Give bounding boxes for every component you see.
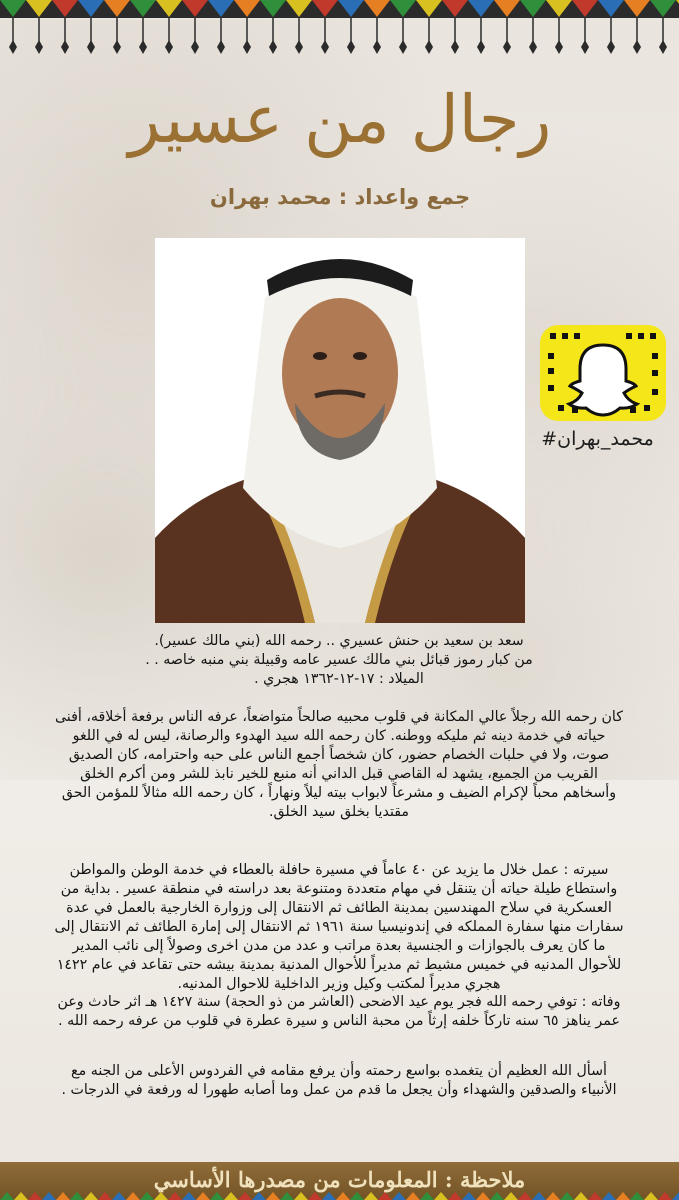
source-note: ملاحظة : المعلومات من مصدرها الأساسي (153, 1167, 526, 1192)
intro-line: سعد بن سعيد بن حنش عسيري .. رحمه الله (بني مالك عسير). (154, 633, 524, 649)
paragraph-line: أسأل الله العظيم أن يتغمده بواسع رحمته وأن يرفع مقامه في الفردوس الأعلى من الجنه مع (71, 1063, 607, 1079)
paragraph-line: سفارات منها سفارة المملكه في إندونيسيا سنة ١٩٦١ ثم الانتقال إلى إمارة الطائف ثم الانتقال إلى (54, 919, 624, 935)
paragraph-line: مقتديا بخلق سيد الخلق. (268, 804, 410, 820)
paragraph-line: القريب من الجميع، يشهد له القاصي قبل الداني أنه منبع للخير نابذ للشر ومن أكرم الخلق (80, 766, 598, 782)
portrait-photo (155, 238, 525, 623)
paragraph-line: العسكرية في سلاح المهندسين بمدينة الطائف ثم الانتقال إلى وزوارة الخارجية بالعمل في عدة (66, 900, 612, 916)
paragraph-line: وفاته : توفي رحمه الله فجر يوم عيد الاضحى (العاشر من ذو الحجة) سنة ١٤٢٧ هـ اثر حادث وعن (57, 994, 621, 1010)
snapchat-handle: #محمد_بهران (541, 428, 654, 450)
page-subtitle: جمع واعداد : محمد بهران (209, 185, 471, 209)
paragraph-line: الأنبياء والصدقين والشهداء وأن يجعل ما قدم من عمل وما أصابه طهورا له ورفعة في الدرجات . (61, 1082, 617, 1098)
paragraph-line: هجري مديراً لمكتب وكيل وزير الداخلية للاحوال المدنيه. (177, 976, 501, 992)
bio-intro (13, 632, 665, 689)
page-title: رجال من عسير (128, 81, 552, 158)
bottom-decorative-border (0, 1170, 679, 1200)
paragraph-line: صوت، ولا في حلبات الخصام حضور، كان شخصاً أجمع الناس على حبه واحترامه، كان الصديق (68, 747, 610, 763)
paragraph-line: ما كان يعرف بالجوازات و الجنسية بعدة مراتب و عدد من مدن اخرى وصولاً إلى نائب المدير (72, 938, 606, 954)
bio-paragraph-death (13, 993, 665, 1031)
paragraph-line: واستطاع طيلة حياته أن يتنقل في مهام متعددة ومتنوعة بعد دراسته في منطقة عسير . بداية من (60, 881, 618, 897)
bio-paragraph-career (13, 861, 665, 994)
bio-paragraph-prayer (13, 1062, 665, 1100)
intro-line: من كبار رموز قبائل بني مالك عسير عامه وقبيلة بني منبه خاصه . . (145, 652, 533, 668)
bio-paragraph-character (13, 708, 665, 822)
paragraph-line: عمر يناهز ٦٥ سنه تاركاً خلفه إرثاً من محبة الناس و سيرة عطرة في قلوب من عرفه رحمه الله . (58, 1013, 620, 1029)
paragraph-line: وأسخاهم محباً لإكرام الضيف و مشرعاً لابواب بيته ليلاً ونهاراً ، كان رحمه الله مثالاً للمؤمن الحق (61, 785, 617, 801)
paragraph-line: للأحوال المدنيه في خميس مشيط ثم مديراً للأحوال المدنية بمدينة بيشه حتى تقاعد في عام ١٤٢٢ (56, 957, 622, 973)
intro-line: الميلاد : ١٧-١٢-١٣٦٢ هجري . (254, 671, 424, 687)
paragraph-line: حياته في خدمة دينه ثم مليكه ووطنه. كان رحمه الله سيد الهدوء والرصانة، ليس له في اللغو (72, 728, 606, 744)
snapcode-icon (538, 323, 668, 423)
paragraph-line: سيرته : عمل خلال ما يزيد عن ٤٠ عاماً في مسيرة حافلة بالعطاء في خدمة الوطن والمواطن (69, 862, 609, 878)
paragraph-line: كان رحمه الله رجلاً عالي المكانة في قلوب محبيه صالحاً متواضعاً، عرفه الناس برفعة أخلاقه، أفنى (54, 709, 623, 725)
top-decorative-border (0, 0, 679, 62)
